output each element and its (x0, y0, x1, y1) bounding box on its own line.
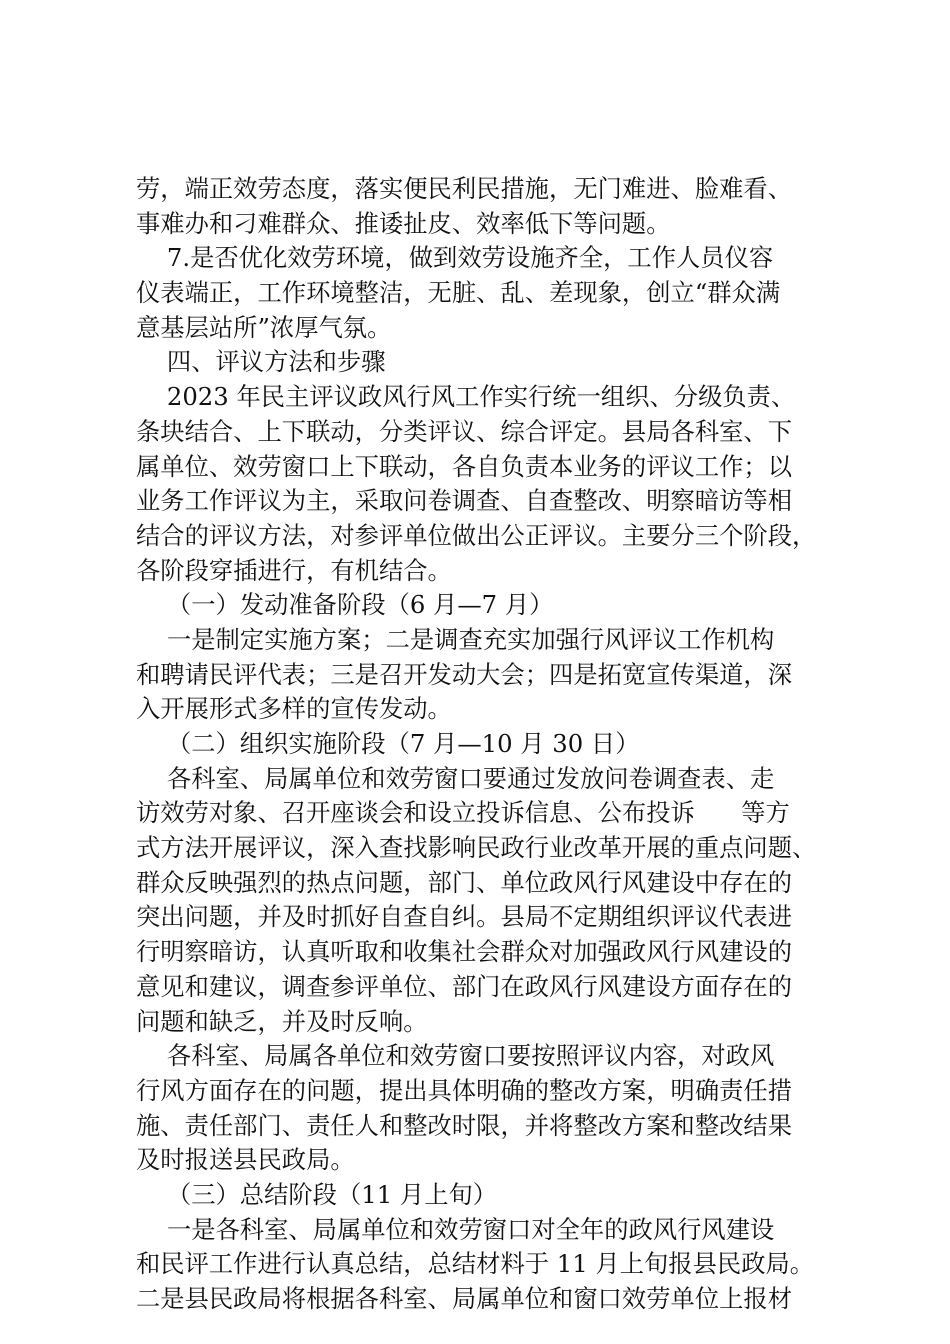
text-line: 条块结合、上下联动，分类评议、综合评定。县局各科室、下 (136, 416, 793, 446)
text-line: 及时报送县民政局。 (136, 1145, 355, 1175)
text-line: 行明察暗访，认真听取和收集社会群众对加强政风行风建设的 (136, 937, 793, 967)
text-line: 劳，端正效劳态度，落实便民利民措施，无门难进、脸难看、 (136, 174, 793, 203)
text-line: 群众反映强烈的热点问题，部门、单位政风行风建设中存在的 (136, 867, 793, 897)
text-line: 7.是否优化效劳环境，做到效劳设施齐全，工作人员仪容 (136, 243, 774, 273)
text-line: 突出问题，并及时抓好自查自纠。县局不定期组织评议代表进 (136, 902, 793, 932)
section-heading: 四、评议方法和步骤 (136, 347, 386, 377)
text-line: 一是各科室、局属单位和效劳窗口对全年的政风行风建设 (136, 1214, 775, 1244)
subsection-heading: （二）组织实施阶段（7 月—10 月 30 日） (136, 729, 640, 758)
text-line: 属单位、效劳窗口上下联动，各自负责本业务的评议工作；以 (136, 451, 793, 481)
text-line: 意基层站所”浓厚气氛。 (136, 312, 392, 342)
text-line: 仪表端正，工作环境整洁，无脏、乱、差现象，创立“群众满 (136, 278, 781, 308)
text-line: 一是制定实施方案；二是调查充实加强行风评议工作机构 (136, 624, 775, 654)
subsection-heading: （三）总结阶段（11 月上旬） (136, 1179, 498, 1209)
body-text (136, 172, 826, 1317)
text-line: 各科室、局属各单位和效劳窗口要按照评议内容，对政风 (136, 1041, 775, 1071)
text-line: 施、责任部门、责任人和整改时限，并将整改方案和整改结果 (136, 1110, 793, 1140)
text-line: 事难办和刁难群众、推诿扯皮、效率低下等问题。 (136, 208, 671, 238)
text-line: 意见和建议，调查参评单位、部门在政风行风建设方面存在的 (136, 971, 793, 1001)
text-line: 结合的评议方法，对参评单位做出公正评议。主要分三个阶段， (136, 520, 817, 550)
text-line: 业务工作评议为主，采取问卷调查、自查整改、明察暗访等相 (136, 486, 793, 516)
text-line: 和民评工作进行认真总结，总结材料于 11 月上旬报县民政局。 (136, 1249, 815, 1279)
text-line: 和聘请民评代表；三是召开发动大会；四是拓宽宣传渠道，深 (136, 659, 793, 689)
text-line: 问题和缺乏，并及时反响。 (136, 1006, 428, 1036)
subsection-heading: （一）发动准备阶段（6 月—7 月） (136, 590, 554, 620)
text-line: 式方法开展评议，深入查找影响民政行业改革开展的重点问题、 (136, 833, 817, 863)
text-line: 入开展形式多样的宣传发动。 (136, 694, 452, 724)
text-line: 各阶段穿插进行，有机结合。 (136, 555, 452, 585)
text-line: 行风方面存在的问题，提出具体明确的整改方案，明确责任措 (136, 1075, 793, 1105)
text-line: 二是县民政局将根据各科室、局属单位和窗口效劳单位上报材 (136, 1284, 793, 1313)
text-line: 各科室、局属单位和效劳窗口要通过发放问卷调查表、走 (136, 763, 775, 793)
text-line: 访效劳对象、召开座谈会和设立投诉信息、公布投诉 等方 (136, 798, 790, 828)
text-line: 2023 年民主评议政风行风工作实行统一组织、分级负责、 (136, 382, 796, 412)
